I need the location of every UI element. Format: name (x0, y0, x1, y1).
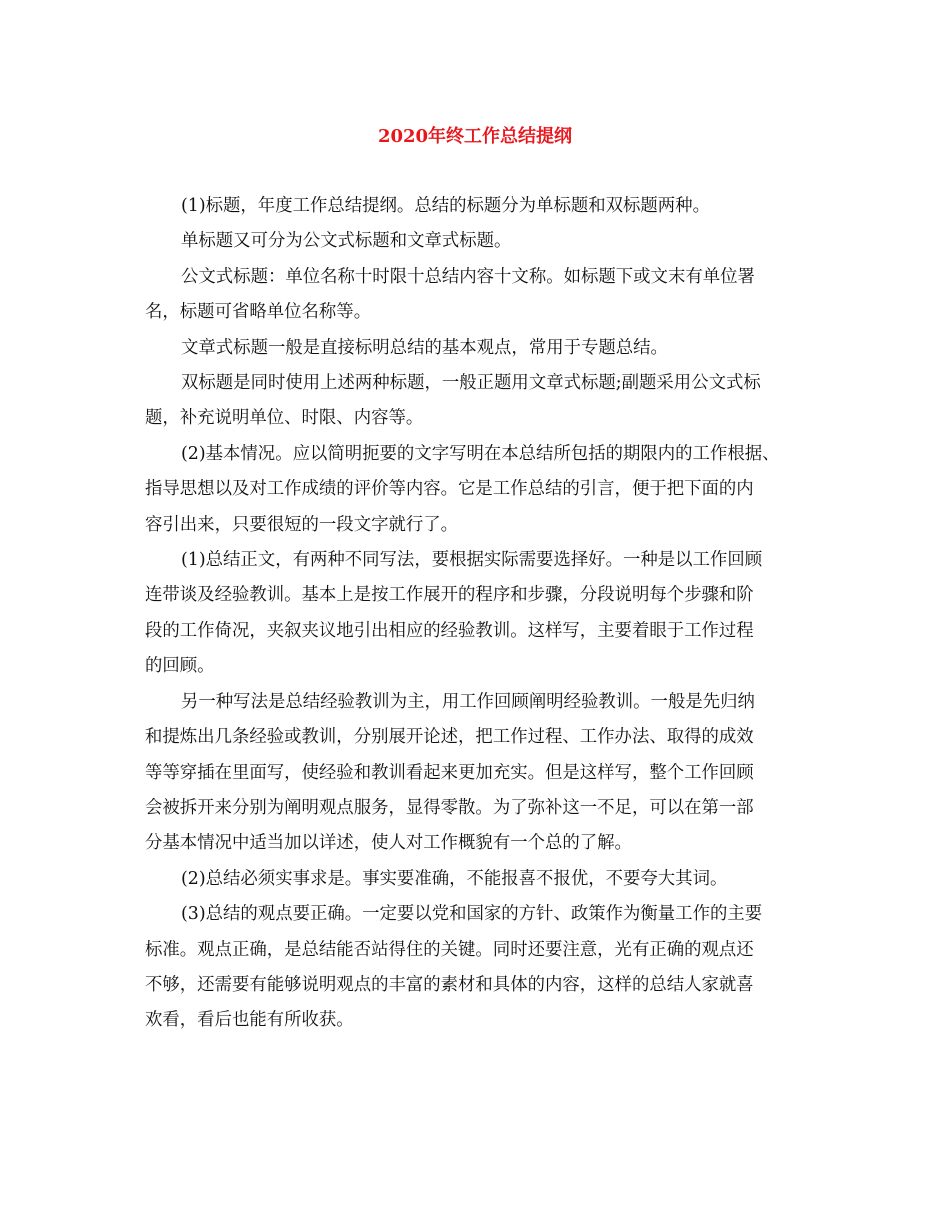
paragraph-line: 题，补充说明单位、时限、内容等。 (145, 408, 424, 429)
paragraph-line: 不够，还需要有能够说明观点的丰富的素材和具体的内容，这样的总结人家就喜 (145, 974, 754, 995)
paragraph (145, 331, 835, 366)
paragraph-line: 欢看，看后也能有所收获。 (145, 1010, 354, 1031)
paragraph-line: (3)总结的观点要正确。一定要以党和国家的方针、政策作为衡量工作的主要 (181, 904, 763, 925)
paragraph-line: 公文式标题：单位名称十时限十总结内容十文称。如标题下或文末有单位署 (181, 266, 755, 287)
paragraph (145, 543, 835, 685)
document-body (145, 189, 835, 1039)
paragraph-line: 另一种写法是总结经验教训为主，用工作回顾阐明经验教训。一般是先归纳 (181, 691, 755, 712)
paragraph-line: 连带谈及经验教训。基本上是按工作展开的程序和步骤，分段说明每个步骤和阶 (145, 585, 754, 606)
paragraph-line: 名，标题可省略单位名称等。 (145, 302, 372, 323)
paragraph-line: 标准。观点正确，是总结能否站得住的关键。同时还要注意，光有正确的观点还 (145, 939, 754, 960)
paragraph-line: 双标题是同时使用上述两种标题，一般正题用文章式标题;副题采用公文式标 (181, 373, 761, 394)
paragraph (145, 685, 835, 862)
paragraph (145, 897, 835, 1039)
paragraph (145, 224, 835, 259)
paragraph-line: 和提炼出几条经验或教训，分别展开论述，把工作过程、工作办法、取得的成效 (145, 727, 754, 748)
paragraph-line: 的回顾。 (145, 656, 215, 677)
paragraph-line: (2)总结必须实事求是。事实要准确，不能报喜不报优，不要夸大其词。 (181, 868, 728, 889)
paragraph-line: (1)标题，年度工作总结提纲。总结的标题分为单标题和双标题两种。 (181, 196, 710, 216)
paragraph-line: 指导思想以及对工作成绩的评价等内容。它是工作总结的引言，便于把下面的内 (145, 479, 754, 500)
document-title: 2020年终工作总结提纲 (377, 126, 573, 147)
paragraph-line: 文章式标题一般是直接标明总结的基本观点，常用于专题总结。 (181, 337, 668, 358)
paragraph-line: 等等穿插在里面写，使经验和教训看起来更加充实。但是这样写，整个工作回顾 (145, 762, 754, 783)
paragraph-line: 会被拆开来分别为阐明观点服务，显得零散。为了弥补这一不足，可以在第一部 (145, 797, 754, 818)
paragraph-line: 段的工作倚况，夹叙夹议地引出相应的经验教训。这样写，主要着眼于工作过程 (145, 620, 754, 641)
paragraph-line: (1)总结正文，有两种不同写法，要根据实际需要选择好。一种是以工作回顾 (181, 550, 763, 571)
paragraph-line: 容引出来，只要很短的一段文字就行了。 (145, 514, 459, 535)
paragraph (145, 366, 835, 437)
paragraph (145, 260, 835, 331)
paragraph (145, 437, 835, 543)
paragraph-line: 单标题又可分为公文式标题和文章式标题。 (181, 231, 512, 252)
paragraph (145, 189, 835, 224)
paragraph (145, 862, 835, 897)
paragraph-line: 分基本情况中适当加以详述，使人对工作概貌有一个总的了解。 (145, 833, 632, 854)
paragraph-line: (2)基本情况。应以简明扼要的文字写明在本总结所包括的期限内的工作根据、 (181, 443, 780, 464)
